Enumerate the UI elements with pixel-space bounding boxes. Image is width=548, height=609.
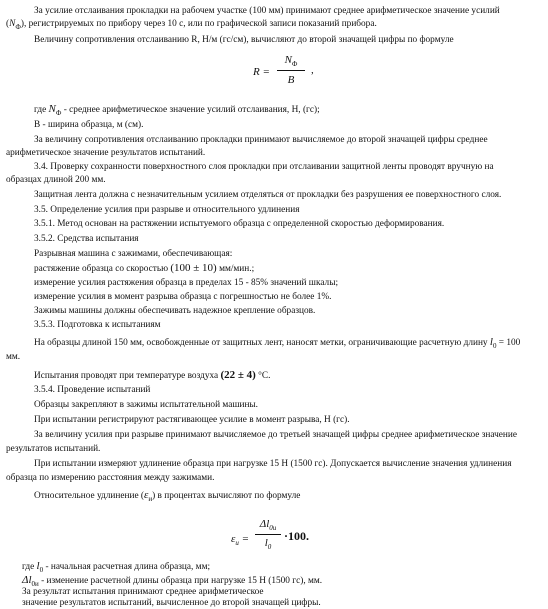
formula-comma: , (311, 64, 314, 76)
text-line: Защитная лента должна с незначительным усилием отделяться от прокладки без разрушения ее поверхностного слоя. (34, 190, 502, 200)
formula-multiplier: ·100. (284, 529, 310, 543)
text-line: 3.5.1. Метод основан на растяжении испытуемого образца с определенной скоростью деформирования. (34, 219, 445, 229)
text-line: В - ширина образца, м (см). (34, 120, 144, 130)
text-line: образцах длиной 200 мм. (6, 175, 106, 185)
text-line: При испытании регистрируют растягивающее усилие в момент разрыва, Н (гс). (34, 415, 350, 425)
text-line-with-symbol: $(N_Ф)$, регистрируемых по прибору через 10 с, или по графической записи показаний прибора. (6, 19, 377, 31)
text-line: измерение усилия растяжения образца в пределах 15 - 85% значений шкалы; (34, 278, 339, 288)
section-heading: 3.5.2. Средства испытания (34, 234, 139, 244)
section-heading: 3.5.4. Проведение испытаний (34, 385, 151, 395)
formula-lhs: $\varepsilon_и$ = (231, 533, 250, 548)
text-line: За величину сопротивления отслаиванию прокладки принимают вычисляемое до второй значащей цифры среднее (34, 135, 488, 145)
text-line: 3.4. Проверку сохранности поверхностного слоя прокладки при отслаивании защитной ленты проводят вручную на (34, 162, 494, 172)
text-line-with-symbol: Относительное удлинение $(\varepsilon_и)$ в процентах вычисляют по формуле (34, 489, 301, 503)
n-phi-symbol: $(N_Ф)$ (6, 19, 24, 31)
text-line-with-symbol: $\Delta l_{0и}$ - изменение расчетной длины образца при нагрузке 15 Н (1500 гс), мм. (22, 574, 323, 588)
text-line: Зажимы машины должны обеспечивать надежное крепление образцов. (34, 306, 316, 316)
fraction-bar (277, 70, 305, 71)
text-line: результатов испытаний. (6, 444, 101, 454)
text-line: За величину усилия при разрыве принимают вычисляемое до третьей значащей цифры среднее арифметическое значение (34, 430, 518, 440)
formula-numerator: $N_Ф$ (284, 54, 298, 69)
text-line: измерение усилия в момент разрыва образца с погрешностью не более 1%. (34, 292, 332, 302)
speed-value: (100 ± 10) (170, 262, 217, 274)
text-line: Разрывная машина с зажимами, обеспечивающая: (34, 249, 233, 259)
text-line-with-symbol: растяжение образца со скоростью (100 ± 10) мм/мин.; (34, 262, 255, 274)
text-line: За усилие отслаивания прокладки на рабочем участке (100 мм) принимают среднее арифметическое значение усилий (34, 6, 500, 16)
text-line: При испытании измеряют удлинение образца при нагрузке 15 Н (1500 гс). Допускается вычисление значения удлинения (34, 459, 512, 469)
text-line: значение результатов испытаний, вычисленное до второй значащей цифры. (22, 598, 321, 608)
text-line-with-symbol: На образцы длиной 150 мм, освобожденные от защитных лент, наносят метки, ограничивающие расчетную длину $l_0 = 100$ (34, 336, 521, 350)
text-line: Величину сопротивления отслаиванию R, Н/м (гс/см), вычисляют до второй значащей цифры по формуле (34, 35, 454, 45)
text-line-with-symbol: где $N_Ф$ - среднее арифметическое значение усилий отслаивания, Н, (гс); (34, 103, 320, 117)
text-line: арифметическое значение результатов испытаний. (6, 148, 206, 158)
text-line: Образцы закрепляют в зажимы испытательной машины. (34, 400, 258, 410)
formula-denominator: B (287, 74, 295, 86)
formula-lhs: R = (253, 66, 270, 78)
temperature-value: (22 ± 4) (220, 369, 256, 381)
section-heading: 3.5. Определение усилия при разрыве и относительного удлинения (34, 205, 300, 215)
formula-numerator: $\Delta l_{0и}$ (259, 518, 277, 533)
text-line: мм. (6, 352, 21, 362)
text-line: образца по измерению расстояния между зажимами. (6, 473, 215, 483)
fraction-bar (255, 534, 281, 535)
section-heading: 3.5.3. Подготовка к испытаниям (34, 320, 161, 330)
text-line: За результат испытания принимают среднее арифметическое (22, 587, 264, 597)
text-line-with-symbol: где $l_0$ - начальная расчетная длина образца, мм; (22, 560, 211, 574)
text-line-with-symbol: Испытания проводят при температуре воздуха (22 ± 4) °С. (34, 369, 271, 381)
formula-denominator: $l_0$ (264, 537, 272, 552)
